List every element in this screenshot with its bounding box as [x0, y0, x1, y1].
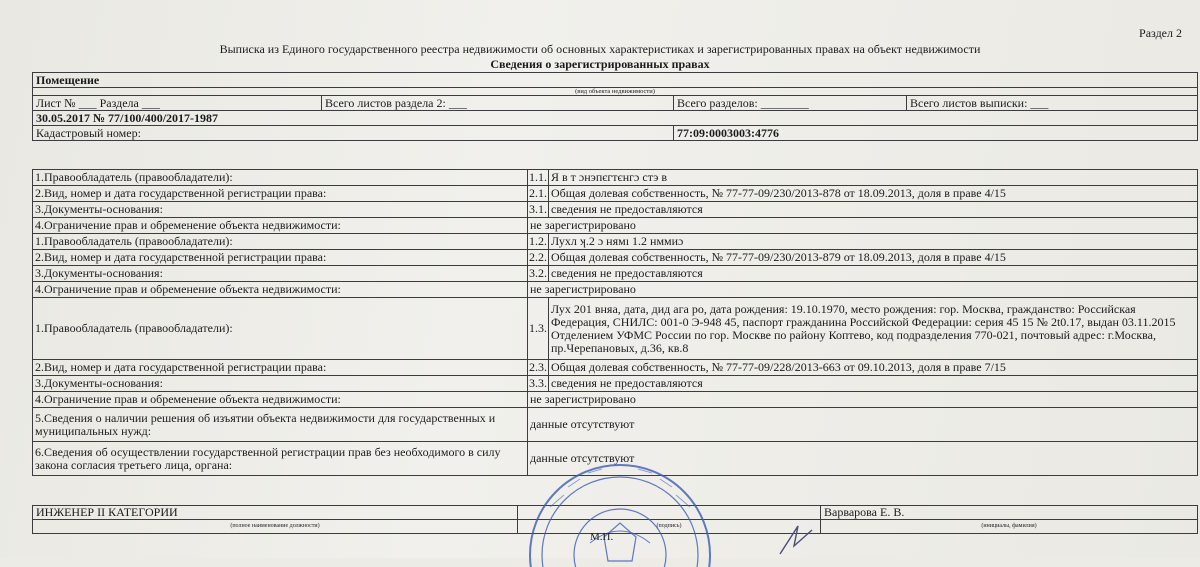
rights-row: [33, 392, 1198, 408]
right-field-value: Общая долевая собственность, № 77-77-09/228/2013-663 от 09.10.2013, доля в праве 7/15: [549, 360, 1198, 376]
rights-row: [33, 360, 1198, 376]
right-field-text: Документы-основания:: [44, 202, 163, 216]
right-field-text: Ограничение прав и обременение объекта недвижимости:: [44, 282, 341, 296]
right-field-number: 4.: [35, 218, 44, 232]
right-field-number: 1.: [35, 234, 44, 248]
right-field-number: 3.: [35, 266, 44, 280]
right-field-text: Ограничение прав и обременение объекта недвижимости:: [44, 218, 341, 232]
rights-row: [33, 282, 1198, 298]
document-subtitle: Сведения о зарегистрированных правах: [490, 57, 710, 71]
right-field-label: [33, 250, 528, 266]
right-field-number: 1.: [35, 321, 44, 335]
right-field-number: 3.: [35, 202, 44, 216]
rights-row: [33, 266, 1198, 282]
position-caption: (полное наименование должности): [33, 520, 518, 534]
cadastral-number: 77:09:0003003:4776: [674, 126, 1198, 141]
right-field-number: 6.: [35, 444, 44, 459]
right-field-label: [33, 376, 528, 392]
right-sub-number: 3.1.: [529, 202, 547, 216]
right-field-text: Сведения о наличии решения об изъятии объекта недвижимости для государственных и муниципальных нужд:: [35, 410, 496, 438]
right-sub-number: 1.2.: [529, 234, 547, 248]
right-sub-number: 3.3.: [529, 376, 547, 390]
total-sections: Всего разделов: ________: [674, 96, 907, 111]
right-field-number: 2.: [35, 360, 44, 374]
right-field-label: [33, 298, 528, 360]
right-field-value: Лухл ʞ.2 ɔ нямı 1.2 нммиɔ: [549, 234, 1198, 250]
right-field-number: 2.: [35, 250, 44, 264]
name-caption: (инициалы, фамилия): [821, 520, 1198, 534]
right-field-value: сведения не предоставляются: [549, 266, 1198, 282]
section-label: Раздел 2: [1139, 26, 1182, 40]
right-field-text: Вид, номер и дата государственной регистрации права:: [44, 186, 327, 200]
right-sub-number: 2.3.: [529, 360, 547, 374]
right-sub-number: 2.2.: [529, 250, 547, 264]
right-field-text: Документы-основания:: [44, 266, 163, 280]
right-field-label: [33, 202, 528, 218]
right-field-label: [33, 186, 528, 202]
right-field-text: Сведения об осуществлении государственной регистрации прав без необходимого в силу закона согласия третьего лица, органа:: [35, 444, 501, 472]
rights-table: [32, 169, 1198, 476]
right-field-number: 3.: [35, 376, 44, 390]
right-field-label: [33, 234, 528, 250]
sheet-number: Лист № ___ Раздела ___: [33, 96, 322, 111]
right-field-text: Правообладатель (правообладатели):: [44, 321, 233, 335]
right-field-text: Документы-основания:: [44, 376, 163, 390]
rights-row: [33, 376, 1198, 392]
right-field-value: сведения не предоставляются: [549, 202, 1198, 218]
cadastral-label: Кадастровый номер:: [33, 126, 674, 141]
right-field-number: 2.: [35, 186, 44, 200]
right-sub-number: 1.3.: [528, 298, 549, 360]
right-field-number: 5.: [35, 410, 44, 425]
stamp-label: М.П.: [590, 531, 614, 543]
right-field-value: Я в т ɔнэпєгтєнгɔ стэ в: [549, 170, 1198, 186]
right-field-number: 4.: [35, 392, 44, 406]
object-type-caption: (вид объекта недвижимости): [33, 88, 1198, 96]
rights-row: [33, 202, 1198, 218]
right-sub-number: 1.1.: [529, 170, 547, 184]
right-field-text: Правообладатель (правообладатели):: [44, 170, 233, 184]
right-field-label: [33, 392, 528, 408]
right-field-value: сведения не предоставляются: [549, 376, 1198, 392]
right-field-text: Ограничение прав и обременение объекта недвижимости:: [44, 392, 341, 406]
rights-row: [33, 218, 1198, 234]
rights-row: [33, 234, 1198, 250]
total-sheets-extract: Всего листов выписки: ___: [907, 96, 1198, 111]
rights-row: [33, 408, 1198, 442]
right-field-value: данные отсутствуют: [528, 408, 1198, 442]
document-title: Выписка из Единого государственного реестра недвижимости об основных характеристиках и зарегистрированных правах на объект недвижимости: [219, 42, 981, 56]
right-field-label: [33, 170, 528, 186]
rights-row: [33, 186, 1198, 202]
right-field-value: Общая долевая собственность, № 77-77-09/230/2013-879 от 18.09.2013, доля в праве 4/15: [549, 250, 1198, 266]
right-field-value: Лух 201 вняа, дата, дид ага ро, дата рождения: 19.10.1970, место рождения: гор. Москва, гражданство: Российская Федерация, СНИЛС: 001-0 Э-948 45, паспорт гражданина Российской Федерации: серия 45 15 № 2t0.17, выдан 03.11.2015 Отделением УФМС России по гор. Москве по району Коптево, код подразделения 770-021, почтовый адрес: г.Москва, пр.Черепановых, д.36, кв.8: [549, 298, 1198, 360]
object-type: Помещение: [33, 73, 1198, 88]
right-field-text: Правообладатель (правообладатели):: [44, 234, 233, 248]
right-field-label: [33, 218, 528, 234]
handwritten-signature: [776, 520, 816, 558]
right-field-label: [33, 408, 528, 442]
rights-row: [33, 250, 1198, 266]
right-field-value: Общая долевая собственность, № 77-77-09/230/2013-878 от 18.09.2013, доля в праве 4/15: [549, 186, 1198, 202]
official-seal: [520, 447, 720, 567]
object-header-table: [32, 72, 1198, 141]
rights-row: [33, 298, 1198, 360]
right-field-label: [33, 442, 528, 476]
right-field-label: [33, 282, 528, 298]
right-field-value: не зарегистрировано: [528, 392, 1198, 408]
right-field-number: 1.: [35, 170, 44, 184]
signer-name: Варварова Е. В.: [821, 506, 1198, 520]
date-and-number: 30.05.2017 № 77/100/400/2017-1987: [33, 111, 1198, 126]
right-field-text: Вид, номер и дата государственной регистрации права:: [44, 360, 327, 374]
right-field-number: 4.: [35, 282, 44, 296]
total-sheets-section: Всего листов раздела 2: ___: [322, 96, 674, 111]
right-field-value: данные отсутствуют: [528, 442, 1198, 476]
right-field-text: Вид, номер и дата государственной регистрации права:: [44, 250, 327, 264]
signature-caption: (подпись): [518, 520, 821, 534]
right-field-value: не зарегистрировано: [528, 282, 1198, 298]
right-field-value: не зарегистрировано: [528, 218, 1198, 234]
signer-position: ИНЖЕНЕР II КАТЕГОРИИ: [33, 506, 518, 520]
right-field-label: [33, 266, 528, 282]
right-sub-number: 3.2.: [529, 266, 547, 280]
right-sub-number: 2.1.: [529, 186, 547, 200]
rights-row: [33, 170, 1198, 186]
right-field-label: [33, 360, 528, 376]
